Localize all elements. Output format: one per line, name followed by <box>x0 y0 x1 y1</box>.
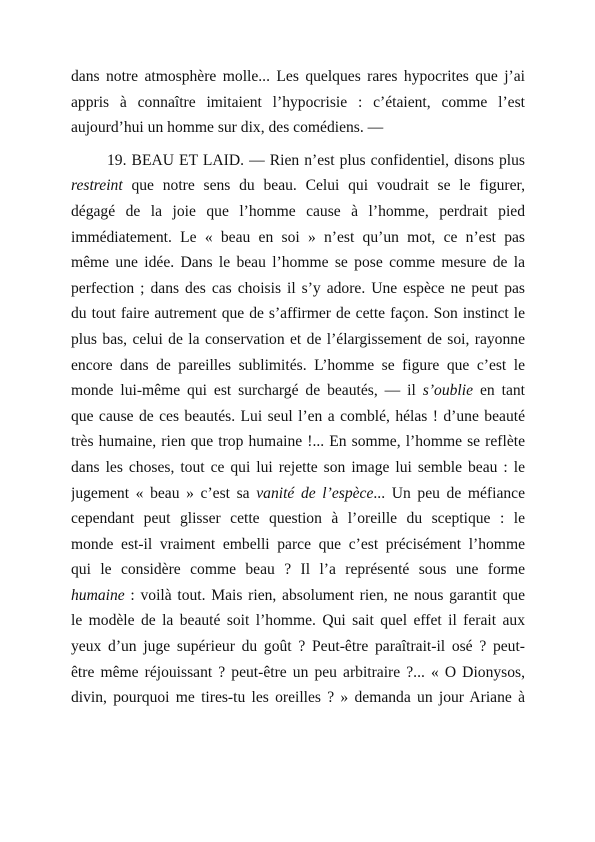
text-line: être même réjouissant ? peut-être un peu arbitraire ?... « O Dionysos, <box>71 663 525 681</box>
text-line: plus bas, celui de la conservation et de l’élargissement de soi, rayonne <box>71 330 525 348</box>
text-line: yeux d’un juge supérieur du goût ? Peut-être paraîtrait-il osé ? peut- <box>71 638 525 656</box>
text-line: restreint que notre sens du beau. Celui qui voudrait se le figurer, <box>71 177 525 195</box>
emphasis: s’oublie <box>422 382 474 400</box>
text-line: divin, pourquoi me tires-tu les oreilles ? » demanda un jour Ariane à <box>71 689 525 707</box>
emphasis: restreint <box>71 177 123 195</box>
text-line: du tout faire autrement que de s’affirmer de cette façon. Son instinct le <box>71 305 525 323</box>
text-line: monde est-il vraiment embelli parce que c’est précisément l’homme <box>71 535 525 553</box>
text-line: dans notre atmosphère molle... Les quelques rares hypocrites que j’ai <box>71 68 525 85</box>
text-line: immédiatement. Le « beau en soi » n’est qu’un mot, ce n’est pas <box>71 228 525 246</box>
text-line: dans les choses, tout ce qui lui rejette son image lui semble beau : le <box>71 458 525 476</box>
text-line: cependant peut glisser cette question à l’oreille du sceptique : le <box>71 510 525 528</box>
text-line: appris à connaître imitaient l’hypocrisie : c’étaient, comme l’est <box>71 93 525 111</box>
text-line: très humaine, rien que trop humaine !... En somme, l’homme se reflète <box>71 433 525 451</box>
text-line: même une idée. Dans le beau l’homme se pose comme mesure de la <box>71 254 525 272</box>
section-heading-line: 19. BEAU ET LAID. — Rien n’est plus confidentiel, disons plus <box>107 151 525 169</box>
text-line: qui le considère comme beau ? Il l’a représenté sous une forme <box>71 561 525 579</box>
text-line: humaine : voilà tout. Mais rien, absolument rien, ne nous garantit que <box>71 586 525 604</box>
text-line: que cause de ces beautés. Lui seul l’en a comblé, hélas ! d’une beauté <box>71 407 525 425</box>
text-line: jugement « beau » c’est sa vanité de l’espèce... Un peu de méfiance <box>71 484 525 502</box>
text-line: perfection ; dans des cas choisis il s’y adore. Une espèce ne peut pas <box>71 279 525 297</box>
emphasis: vanité de l’espèce <box>256 484 374 502</box>
emphasis: humaine <box>71 586 125 604</box>
text-line: dégagé de la joie que l’homme cause à l’homme, perdrait pied <box>71 202 525 220</box>
text-line: aujourd’hui un homme sur dix, des comédiens. — <box>71 119 384 137</box>
text-line: monde lui-même qui est surchargé de beautés, — il s’oublie en tant <box>71 382 525 400</box>
body-text <box>71 64 525 711</box>
text-line: encore dans de pareilles sublimités. L’homme se figure que c’est le <box>71 356 525 374</box>
text-line: le modèle de la beauté soit l’homme. Qui sait quel effet il ferait aux <box>71 612 525 630</box>
